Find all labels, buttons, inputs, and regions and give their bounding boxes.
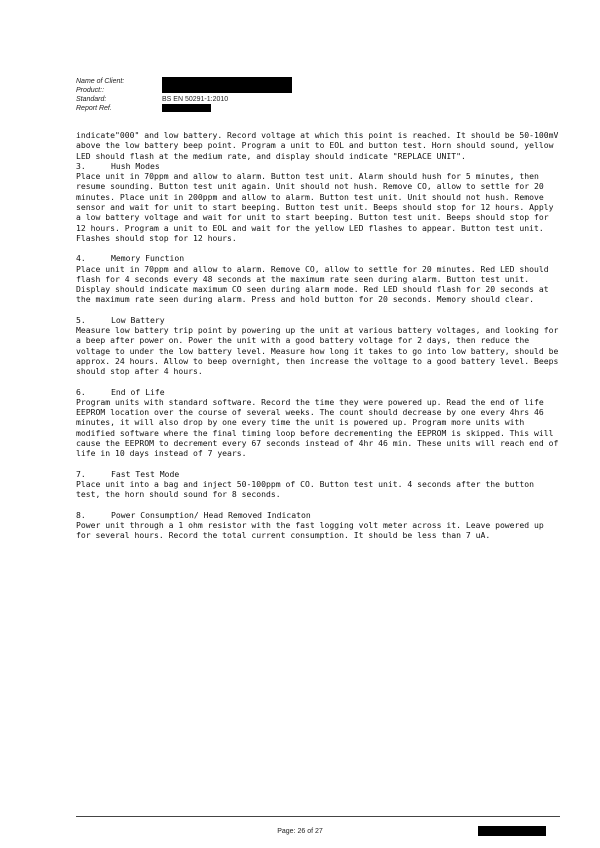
section-memory-function	[76, 253, 560, 304]
section-number: 3.	[76, 160, 86, 171]
section-title: Fast Test Mode	[111, 468, 180, 479]
section-text: Place unit in 70ppm and allow to alarm. Remove CO, allow to settle for 20 minutes. Red LED should flash for 4 seconds every 48 seconds at the maximum rate seen during alarm. Button test unit. Display should indicate maximum CO seen during alarm mode. Red LED should flash for 20 seconds at the maximum rate seen during alarm. Press and hold button for 20 seconds. Memory should clear.	[76, 263, 549, 305]
section-text: Program units with standard software. Record the time they were powered up. Read the end of life EEPROM location over the course of several weeks. The count should decrease by one every 4hrs 46 minutes, it will also drop by one every time the unit is powered up. Program more units with modified software where the final timing loop before decrementing the EEPROM is skipped. This will cause the EEPROM to decrement every 67 seconds instead of 4hr 46 min. These units will reach end of life in 10 days instead of 7 years.	[76, 396, 559, 459]
section-number: 4.	[76, 253, 86, 264]
section-number: 8.	[76, 509, 86, 520]
section-power-consumption	[76, 510, 560, 541]
section-fast-test-mode	[76, 469, 560, 500]
section-number: 5.	[76, 314, 86, 325]
section-text: Place unit in 70ppm and allow to alarm. Button test unit. Alarm should hush for 5 minutes, then resume sounding. Button test unit again. Unit should not hush. Remove CO, allow to settle for 20 minutes. Place unit in 200ppm and allow to alarm. Button test unit. Unit should not hush. Remove sensor and wait for unit to start beeping. Button test unit. Beeps should stop for 12 hours. Apply a low battery voltage and wait for unit to start beeping. Button test unit. Beeps should stop for 12 hours. Program a unit to EOL and wait for the yellow LED flashes to appear. Button test unit. Flashes should stop for 12 hours.	[76, 171, 554, 243]
section-heading	[76, 387, 560, 397]
section-heading	[76, 253, 560, 263]
document-body	[76, 130, 560, 550]
section-number: 7.	[76, 468, 86, 479]
section-title: Memory Function	[111, 253, 185, 264]
redacted-footer	[478, 826, 546, 836]
header-label-report-ref: Report Ref.	[76, 105, 112, 112]
redacted-client-product	[162, 77, 292, 93]
page-number: Page: 26 of 27	[277, 828, 323, 835]
section-heading	[76, 315, 560, 325]
section-low-battery	[76, 315, 560, 377]
header-label-standard: Standard:	[76, 96, 107, 103]
intro-paragraph: indicate"000" and low battery. Record voltage at which this point is reached. It should be 50-100mV above the low battery beep point. Program a unit to EOL and button test. Horn should sound, yellow LED should flash at the medium rate, and display should indicate "REPLACE UNIT".	[76, 130, 559, 161]
section-title: Low Battery	[111, 314, 165, 325]
footer-divider	[76, 816, 560, 817]
section-heading	[76, 161, 560, 171]
section-number: 6.	[76, 386, 86, 397]
header-label-product: Product::	[76, 87, 105, 94]
section-title: Power Consumption/ Head Removed Indicaton	[111, 509, 311, 520]
section-heading	[76, 469, 560, 479]
header-label-client: Name of Client:	[76, 78, 125, 85]
section-hush-modes	[76, 161, 560, 243]
section-title: End of Life	[111, 386, 165, 397]
section-text: Measure low battery trip point by powering up the unit at various battery voltages, and looking for a beep after power on. Power the unit with a good battery voltage for 2 days, then reduce the voltage to under the low battery level. Measure how long it takes to go into low battery, should be approx. 24 hours. Allow to beep overnight, then increase the voltage to a good battery level. Beeps should stop after 4 hours.	[76, 325, 559, 377]
section-end-of-life	[76, 387, 560, 459]
section-heading	[76, 510, 560, 520]
redacted-report-ref	[162, 104, 211, 112]
section-text: Place unit into a bag and inject 50-100ppm of CO. Button test unit. 4 seconds after the button test, the horn should sound for 8 seconds.	[76, 478, 535, 500]
section-text: Power unit through a 1 ohm resistor with the fast logging volt meter across it. Leave powered up for several hours. Record the total current consumption. It should be less than 7 uA.	[76, 519, 544, 541]
header-value-standard: BS EN 50291-1:2010	[162, 96, 229, 103]
section-title: Hush Modes	[111, 160, 160, 171]
